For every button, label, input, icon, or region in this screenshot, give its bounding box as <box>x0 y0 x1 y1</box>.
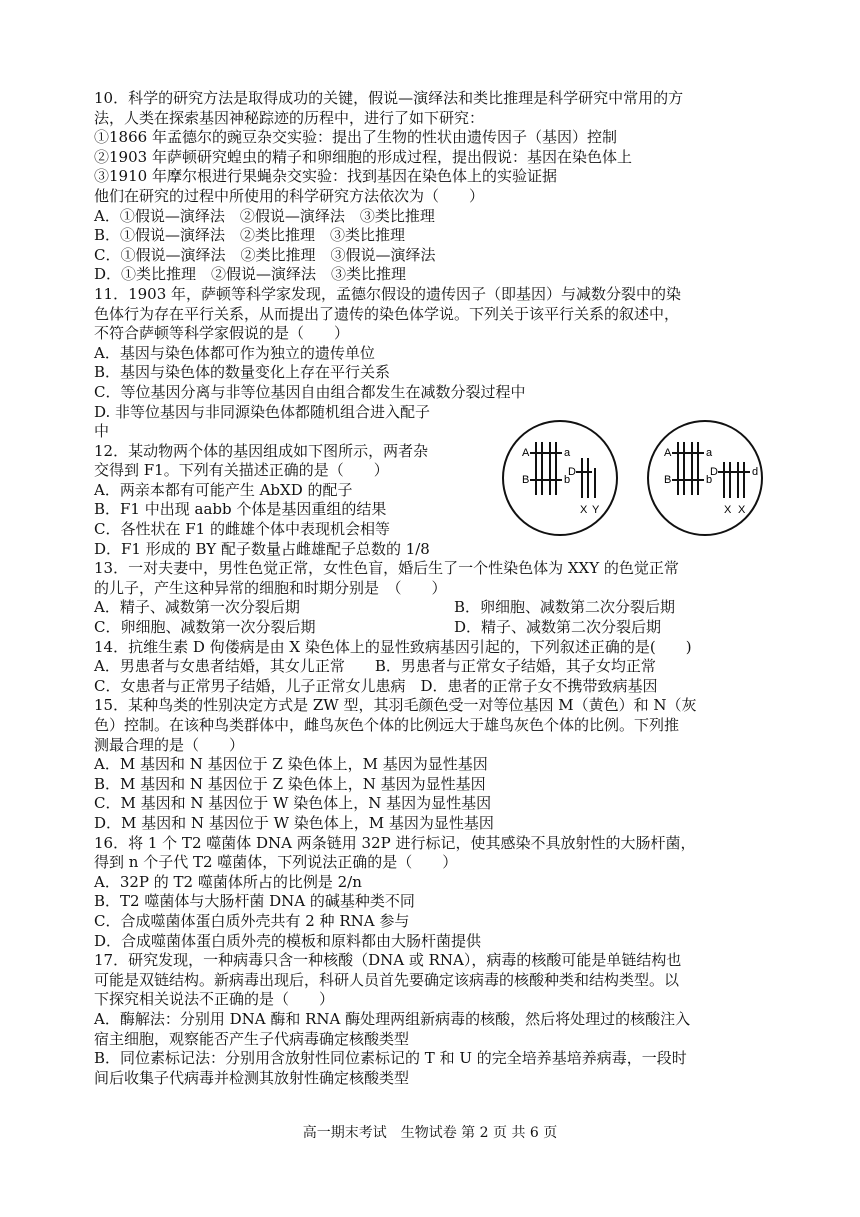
right-cell <box>648 421 762 535</box>
text-line: 交得到 F1。下列有关描述正确的是（ ） <box>94 461 389 480</box>
text-line: A．基因与染色体都可作为独立的遗传单位 <box>94 343 375 362</box>
text-line: A．32P 的 T2 噬菌体所占的比例是 2/n <box>94 872 362 891</box>
gene-label-d: d <box>752 466 759 478</box>
text-line: D. 非等位基因与非同源染色体都随机组合进入配子 <box>94 402 431 421</box>
text-line: 间后收集子代病毒并检测其放射性确定核酸类型 <box>94 1068 410 1087</box>
text-line: 13．一对夫妻中，男性色觉正常，女性色盲，婚后生了一个性染色体为 XXY 的色觉正常 <box>94 559 679 578</box>
text-line: 法，人类在探索基因神秘踪迹的历程中，进行了如下研究： <box>94 108 485 127</box>
text-line: C．合成噬菌体蛋白质外壳共有 2 种 RNA 参与 <box>94 911 410 930</box>
chromosome-label-X: X <box>724 504 732 516</box>
text-line: ①1866 年孟德尔的豌豆杂交实验：提出了生物的性状由遗传因子（基因）控制 <box>94 128 617 147</box>
text-line: A．①假说—演绎法 ②假说—演绎法 ③类比推理 <box>94 206 435 225</box>
text-line: B．M 基因和 N 基因位于 Z 染色体上，N 基因为显性基因 <box>94 774 486 793</box>
gene-label-D: D <box>568 466 576 478</box>
text-line: C．M 基因和 N 基因位于 W 染色体上，N 基因为显性基因 <box>94 794 492 813</box>
text-line: D．M 基因和 N 基因位于 W 染色体上，M 基因为显性基因 <box>94 813 494 832</box>
text-line: 可能是双链结构。新病毒出现后，科研人员首先要确定该病毒的核酸种类和结构类型。以 <box>94 970 680 989</box>
gene-label-D: D <box>710 466 718 478</box>
text-line: ②1903 年萨顿研究蝗虫的精子和卵细胞的形成过程，提出假说：基因在染色体上 <box>94 147 632 166</box>
page-footer: 高一期末考试 生物试卷 第 2 页 共 6 页 <box>302 1125 558 1141</box>
text-line: 15．某种鸟类的性别决定方式是 ZW 型，其羽毛颜色受一对等位基因 M（黄色）和 N（灰 <box>94 696 697 715</box>
text-line: 色体行为存在平行关系，从而提出了遗传的染色体学说。下列关于该平行关系的叙述中， <box>94 304 680 323</box>
gene-label-A: A <box>522 447 530 459</box>
gene-label-b: b <box>706 474 713 486</box>
text-line: B．同位素标记法：分别用含放射性同位素标记的 T 和 U 的完全培养基培养病毒，一段时 <box>94 1049 687 1068</box>
gene-label-b: b <box>564 474 571 486</box>
chromosome-label-X: X <box>738 504 746 516</box>
gene-label-a: a <box>706 447 713 459</box>
text-line: 色）控制。在该种鸟类群体中，雌鸟灰色个体的比例远大于雄鸟灰色个体的比例。下列推 <box>94 716 680 734</box>
text-line: B．F1 中出现 aabb 个体是基因重组的结果 <box>94 500 387 519</box>
text-line <box>94 618 774 638</box>
text-line: B．T2 噬菌体与大肠杆菌 DNA 的碱基种类不同 <box>94 892 415 911</box>
text-line: 10．科学的研究方法是取得成功的关键，假说—演绎法和类比推理是科学研究中常用的方 <box>94 89 684 107</box>
chromosome-label-X: X <box>580 504 588 516</box>
text-line: B．基因与染色体的数量变化上存在平行关系 <box>94 363 391 382</box>
text-line: 14．抗维生素 D 佝偻病是由 X 染色体上的显性致病基因引起的，下列叙述正确的是( ) <box>94 637 692 656</box>
text-line <box>94 598 774 618</box>
gene-label-A: A <box>664 447 672 459</box>
text-line: ③1910 年摩尔根进行果蝇杂交实验：找到基因在染色体上的实验证据 <box>94 167 557 186</box>
text-line: C．女患者与正常男子结婚，儿子正常女儿患病 D．患者的正常子女不携带致病基因 <box>94 676 658 695</box>
text-line: C．等位基因分离与非等位基因自由组合都发生在减数分裂过程中 <box>94 382 526 401</box>
text-line: 16．将 1 个 T2 噬菌体 DNA 两条链用 32P 进行标记，使其感染不具放射性的大肠杆菌， <box>94 833 696 852</box>
text-line: D．合成噬菌体蛋白质外壳的模板和原料都由大肠杆菌提供 <box>94 931 482 950</box>
text-line: 他们在研究的过程中所使用的科学研究方法依次为（ ） <box>94 186 485 205</box>
text-line: 不符合萨顿等科学家假说的是（ ） <box>94 324 350 343</box>
text-line: 得到 n 个子代 T2 噬菌体，下列说法正确的是（ ） <box>94 853 458 872</box>
text-line: B．①假说—演绎法 ②类比推理 ③类比推理 <box>94 226 406 245</box>
text-line: D．①类比推理 ②假说—演绎法 ③类比推理 <box>94 265 407 284</box>
text-line: A．男患者与女患者结婚，其女儿正常 B．男患者与正常女子结婚，其子女均正常 <box>94 657 656 676</box>
option-column: A．精子、减数第一次分裂后期 <box>94 598 300 617</box>
text-line: 17．研究发现，一种病毒只含一种核酸（DNA 或 RNA），病毒的核酸可能是单链结构也 <box>94 951 682 970</box>
left-cell <box>503 421 617 535</box>
gene-label-B: B <box>522 474 530 486</box>
gene-label-a: a <box>564 447 571 459</box>
chromosome-label-Y: Y <box>592 504 600 516</box>
text-line: 的儿子，产生这种异常的细胞和时期分别是 （ ） <box>94 578 447 597</box>
text-line: A．酶解法：分别用 DNA 酶和 RNA 酶处理两组新病毒的核酸，然后将处理过的核酸注入 <box>94 1009 691 1028</box>
text-line: D．F1 形成的 BY 配子数量占雌雄配子总数的 1/8 <box>94 539 430 558</box>
text-line: 12．某动物两个体的基因组成如下图所示，两者杂 <box>94 441 429 460</box>
text-line: C．①假说—演绎法 ②类比推理 ③假说—演绎法 <box>94 245 436 264</box>
gene-label-B: B <box>664 474 672 486</box>
option-column: D．精子、减数第二次分裂后期 <box>454 618 662 637</box>
text-line: C．各性状在 F1 的雌雄个体中表现机会相等 <box>94 520 390 539</box>
text-line: 测最合理的是（ ） <box>94 735 245 754</box>
question-text <box>94 89 774 1088</box>
option-column: B．卵细胞、减数第二次分裂后期 <box>454 598 676 617</box>
option-column: C．卵细胞、减数第一次分裂后期 <box>94 618 316 637</box>
text-line: A．两亲本都有可能产生 AbXD 的配子 <box>94 480 353 499</box>
chromosome-figure <box>500 420 770 540</box>
text-line: 下探究相关说法不正确的是（ ） <box>94 990 335 1009</box>
text-line: 中 <box>94 422 110 441</box>
text-line: 11．1903 年，萨顿等科学家发现，孟德尔假设的遗传因子（即基因）与减数分裂中的染 <box>94 284 682 303</box>
text-line: 宿主细胞，观察能否产生子代病毒确定核酸类型 <box>94 1029 410 1048</box>
text-line: A．M 基因和 N 基因位于 Z 染色体上，M 基因为显性基因 <box>94 755 488 774</box>
